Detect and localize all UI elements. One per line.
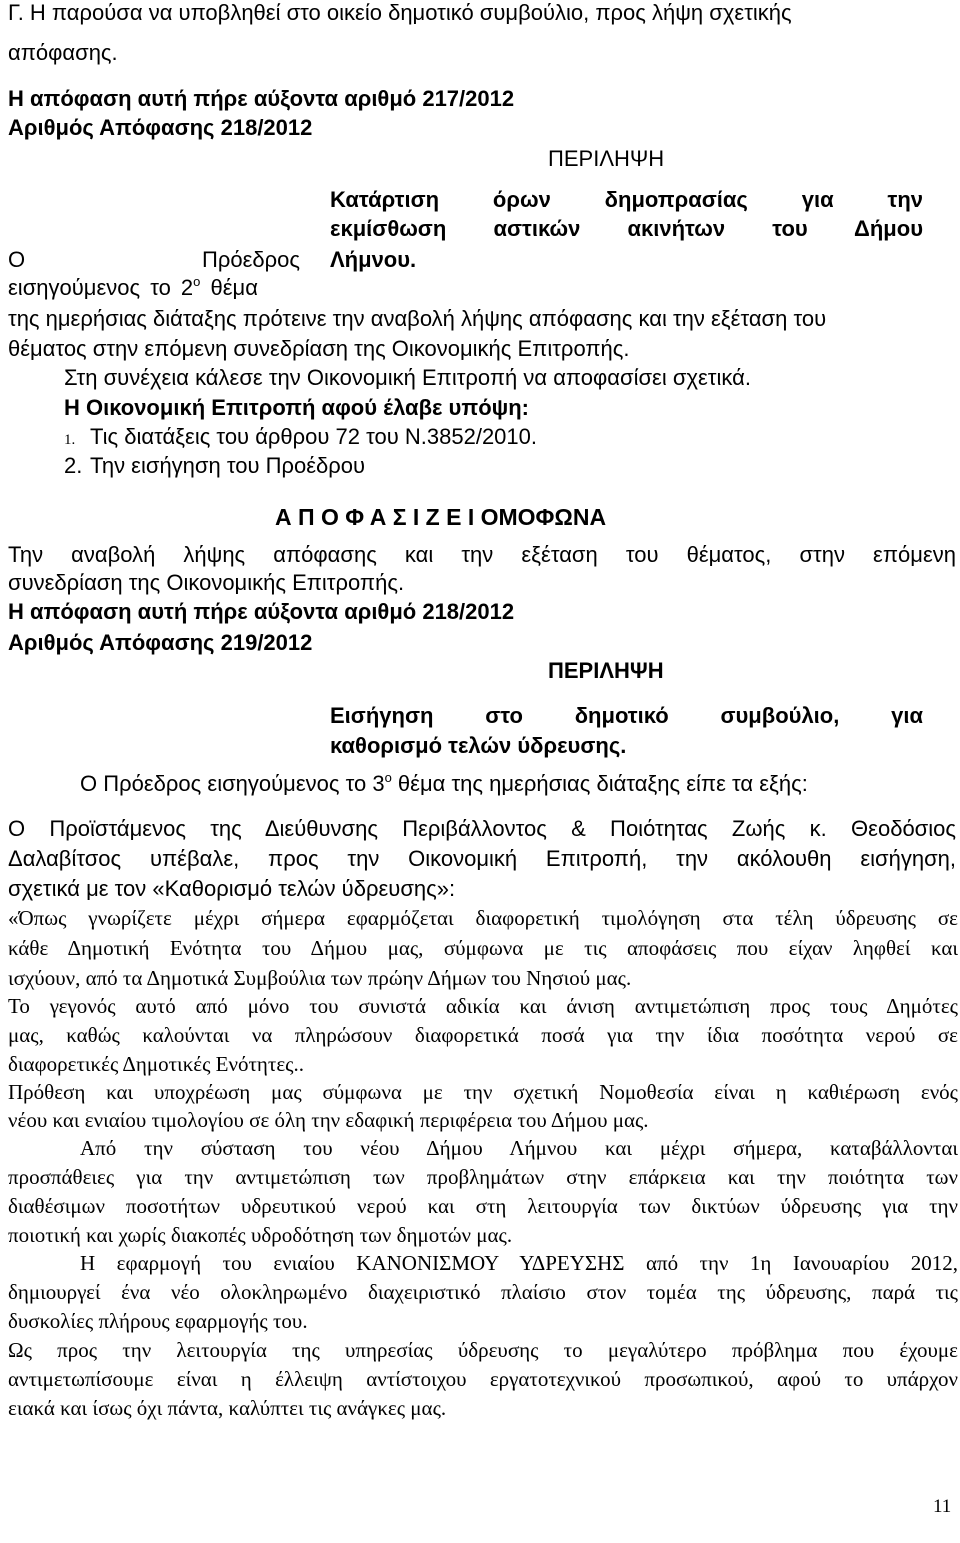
intro-text: Δαλαβίτσος υπέβαλε, προς την Οικονομική Επιτροπή, την ακόλουθη εισήγηση, (8, 846, 956, 871)
page-number: 11 (933, 1496, 952, 1517)
decision-number: Αριθμός Απόφασης 219/2012 (8, 630, 313, 655)
decision-text: Την αναβολή λήψης απόφασης και την εξέταση του θέματος, στην επόμενη (8, 542, 956, 567)
proposal-line: ειακά και ίσως όχι πάντα, καλύπτει τις ανάγκες μας. (8, 1396, 447, 1420)
intro-text: Ο Προϊστάμενος της Διεύθυνσης Περιβάλλοντος & Ποιότητας Ζωής κ. Θεοδόσιος (8, 816, 956, 841)
decision-assigned-number: Η απόφαση αυτή πήρε αύξοντα αριθμό 218/2012 (8, 599, 515, 624)
summary-line: Λήμνου. (330, 247, 417, 272)
decision-assigned-number: Η απόφαση αυτή πήρε αύξοντα αριθμό 217/2012 (8, 86, 515, 111)
summary-line: καθορισμό τελών ύδρευσης. (330, 733, 627, 758)
proposal-line: αντιμετωπίσουμε είναι η έλλειψη αντίστοιχου εργατοτεχνικού προσωπικού, αφού το υπάρχον (8, 1367, 958, 1391)
summary-line: Εισήγηση στο δημοτικό συμβούλιο, για (330, 703, 923, 728)
proposal-line: «Όπως γνωρίζετε μέχρι σήμερα εφαρμόζεται διαφορετική τιμολόγηση στα τέλη ύδρευσης σε (8, 906, 958, 930)
proposal-line: δυσκολίες πλήρους εφαρμογής του. (8, 1309, 308, 1333)
proposal-line: Πρόθεση και υποχρέωση μας σύμφωνα με την σχετική Νομοθεσία είναι η καθιέρωση ενός (8, 1080, 958, 1104)
chair-line: εισηγούμενος το $2^o$ θέμα (8, 274, 258, 300)
decides-heading: Α Π Ο Φ Α Σ Ι Ζ Ε Ι ΟΜΟΦΩΝΑ (275, 504, 607, 530)
proposal-line: Ως προς την λειτουργία της υπηρεσίας ύδρευσης το μεγαλύτερο πρόβλημα που έχουμε (8, 1338, 958, 1362)
proposal-line: ποιοτική και χωρίς διακοπές υδροδότηση των δημοτών μας. (8, 1223, 513, 1247)
proposal-line: Η εφαρμογή του ενιαίου ΚΑΝΟΝΙΣΜΟΥ ΥΔΡΕΥΣΗΣ από την 1η Ιανουαρίου 2012, (80, 1251, 958, 1275)
summary-label: ΠΕΡΙΛΗΨΗ (548, 658, 664, 683)
chair-line: Ο Πρόεδρος εισηγούμενος το $3^o$ θέμα της ημερήσιας διάταξης είπε τα εξής: (80, 770, 808, 796)
decision-text: συνεδρίαση της Οικονομικής Επιτροπής. (8, 570, 405, 595)
intro-line: απόφασης. (8, 40, 118, 65)
chair-line: Ο Πρόεδρος (8, 247, 300, 272)
decision-number: Αριθμός Απόφασης 218/2012 (8, 115, 313, 140)
proposal-line: δημιουργεί ένα νέο ολοκληρωμένο διαχειριστικό πλαίσιο στον τομέα της ύδρευσης, παρά τις (8, 1280, 958, 1304)
list-item: 2. Την εισήγηση του Προέδρου (64, 453, 366, 478)
considering-heading: Η Οικονομική Επιτροπή αφού έλαβε υπόψη: (64, 395, 529, 420)
intro-line: Γ. Η παρούσα να υποβληθεί στο οικείο δημοτικό συμβούλιο, προς λήψη σχετικής (8, 0, 792, 25)
proposal-line: νέου και ενιαίου τιμολογίου σε όλη την εδαφική περιφέρεια του Δήμου μας. (8, 1108, 649, 1132)
summary-label: ΠΕΡΙΛΗΨΗ (548, 146, 665, 171)
body-line: θέματος στην επόμενη συνεδρίαση της Οικονομικής Επιτροπής. (8, 336, 630, 361)
body-line: Στη συνέχεια κάλεσε την Οικονομική Επιτροπή να αποφασίσει σχετικά. (64, 365, 751, 390)
proposal-line: Το γεγονός αυτό από μόνο του συνιστά αδικία και άνιση αντιμετώπιση προς τους Δημότες (8, 994, 958, 1018)
proposal-line: προσπάθειες για την αντιμετώπιση των προβλημάτων στην επάρκεια και την ποιότητα των (8, 1165, 958, 1189)
summary-line: Κατάρτιση όρων δημοπρασίας για την (330, 187, 923, 212)
proposal-line: κάθε Δημοτική Ενότητα του Δήμου μας, σύμφωνα με τις αποφάσεις που είχαν ληφθεί και (8, 936, 958, 960)
intro-text: σχετικά με τον «Καθορισμό τελών ύδρευσης»: (8, 876, 456, 901)
summary-line: εκμίσθωση αστικών ακινήτων του Δήμου (330, 216, 923, 241)
proposal-line: Από την σύσταση του νέου Δήμου Λήμνου και μέχρι σήμερα, καταβάλλονται (80, 1136, 958, 1160)
proposal-line: ισχύουν, από τα Δημοτικά Συμβούλια των πρώην Δήμων του Νησιού μας. (8, 966, 632, 990)
list-item: 1. Τις διατάξεις του άρθρου 72 του Ν.3852/2010. (64, 424, 538, 449)
proposal-line: διαθέσιμων ποσοτήτων υδρευτικού νερού και στη λειτουργία των δικτύων ύδρευσης για την (8, 1194, 958, 1218)
proposal-line: μας, καθώς καλούνται να πληρώσουν διαφορετικά ποσά για την ίδια ποσότητα νερού σε (8, 1023, 958, 1047)
body-line: της ημερήσιας διάταξης πρότεινε την αναβολή λήψης απόφασης και την εξέταση του (8, 306, 827, 331)
proposal-line: διαφορετικές Δημοτικές Ενότητες.. (8, 1052, 304, 1076)
